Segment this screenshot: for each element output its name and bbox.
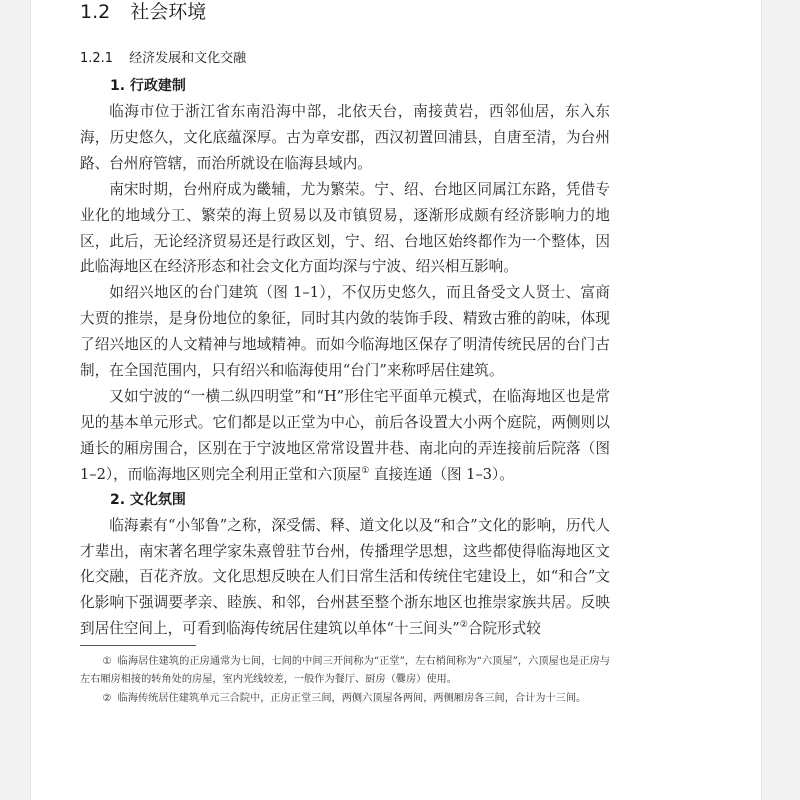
subsection-number: 1.2.1 [80,51,114,66]
paragraph-text: 临海素有“小邹鲁”之称，深受儒、释、道文化以及“和合”文化的影响，历代人才辈出，南宋著名理学家朱熹曾驻节台州，传播理学思想，这些都使得临海地区文化交融，百花齐放。文化思想反映在人们日常生活和传统住宅建设上，如“和合”文化影响下强调要孝亲、睦族、和邻，台州甚至整个浙东地区也推崇家族共居。反映到居住空间上，可看到临海传统居住建筑以单体“十三间头” [80,516,610,638]
footnote-ref-1[interactable]: ① [361,465,370,476]
paragraph [80,384,610,488]
subsection-title: 经济发展和文化交融 [129,51,247,66]
footnote-mark: ① [102,656,112,667]
section-heading [80,0,206,24]
paragraph: 临海市位于浙江省东南沿海中部，北依天台，南接黄岩，西邻仙居，东入东海，历史悠久，文化底蕴深厚。古为章安郡，西汉初置回浦县，自唐至清，为台州路、台州府管辖，而治所就设在临海县域内。 [80,103,610,172]
body-text [80,74,610,642]
subsection-heading [80,50,246,68]
section-number: 1.2 [80,1,111,23]
footnotes [80,653,610,709]
paragraph-text: 直接连通（图 1–3）。 [369,465,514,483]
paragraph: 如绍兴地区的台门建筑（图 1–1），不仅历史悠久，而且备受文人贤士、富商大贾的推崇，是身份地位的象征，同时其内敛的装饰手段、精致古雅的韵味，体现了绍兴地区的人文精神与地域精神。而如今临海地区保存了明清传统民居的台门古制，在全国范围内，只有绍兴和临海使用“台门”来称呼居住建筑。 [80,284,610,380]
paragraph-text: 又如宁波的“一横二纵四明堂”和“H”形住宅平面单元模式，在临海地区也是常见的基本单元形式。它们都是以正堂为中心，前后各设置大小两个庭院，两侧则以通长的厢房围合，区别在于宁波地区常常设置井巷、南北向的弄连接前后院落（图 1–2），而临海地区则完全利用正堂和六顶屋 [80,387,610,483]
footnote-text: 临海传统居住建筑单元三合院中，正房正堂三间，两侧六顶屋各两间，两侧厢房各三间，合计为十三间。 [117,693,587,704]
heading-culture: 2. 文化氛围 [110,491,186,508]
paragraph [80,513,610,643]
section-title: 社会环境 [130,1,207,23]
paragraph: 南宋时期，台州府成为畿辅，尤为繁荣。宁、绍、台地区同属江东路，凭借专业化的地域分工、繁荣的海上贸易以及市镇贸易，逐渐形成颇有经济影响力的地区，此后，无论经济贸易还是行政区划，宁、绍、台地区始终都作为一个整体，因此临海地区在经济形态和社会文化方面均深与宁波、绍兴相互影响。 [80,180,610,276]
paragraph-text: 合院形式较 [467,620,541,638]
footnote-mark: ② [102,693,112,704]
footnote-2 [80,690,610,708]
footnote-ref-2[interactable]: ② [459,620,468,631]
footnote-1 [80,653,610,689]
heading-administration: 1. 行政建制 [110,78,186,94]
footnote-divider [80,645,196,646]
footnote-text: 临海居住建筑的正房通常为七间，七间的中间三开间称为“正堂”，左右梢间称为“六顶屋”，六顶屋也是正房与左右厢房相接的转角处的房屋，室内光线较差，一般作为餐厅、厨房（爨房）使用。 [80,656,611,685]
